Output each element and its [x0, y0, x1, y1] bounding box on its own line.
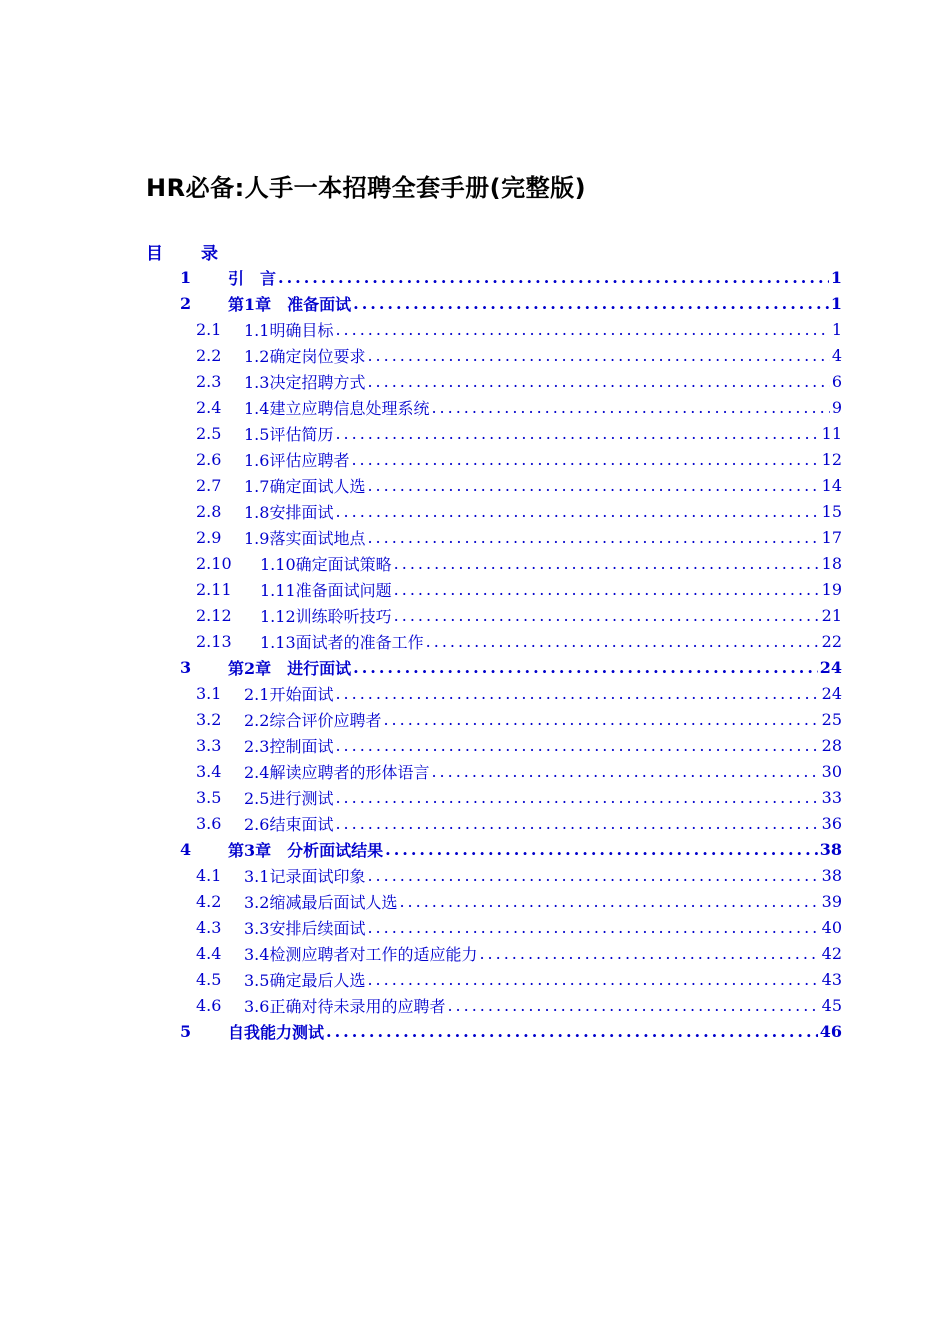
- toc-entry-number: 2.13: [196, 631, 232, 651]
- toc-entry-page: 24: [819, 657, 842, 677]
- toc-entry[interactable]: [196, 966, 842, 992]
- toc-leader-dots: [367, 346, 829, 365]
- toc-entry[interactable]: [196, 940, 842, 966]
- toc-leader-dots: [385, 840, 818, 859]
- toc-entry-number: 3.5: [196, 787, 222, 807]
- toc-entry-page: 19: [821, 579, 842, 599]
- toc-leader-dots: [351, 450, 819, 469]
- toc-entry-number: 4.6: [196, 995, 222, 1015]
- toc-entry[interactable]: [196, 732, 842, 758]
- toc-entry-page: 36: [821, 813, 842, 833]
- toc-entry-page: 17: [821, 527, 842, 547]
- toc-entry[interactable]: [196, 784, 842, 810]
- toc-entry-title: 自我能力测试: [228, 1022, 325, 1042]
- toc-leader-dots: [447, 996, 819, 1015]
- toc-entry-page: 45: [821, 995, 842, 1015]
- toc-entry[interactable]: [196, 862, 842, 888]
- document-title: HR必备:人手一本招聘全套手册(完整版): [146, 174, 587, 202]
- toc-entry-title: 1.12训练聆听技巧: [260, 606, 392, 626]
- toc-entry-page: 9: [831, 397, 842, 417]
- toc-entry[interactable]: [196, 706, 842, 732]
- toc-entry-page: 33: [821, 787, 842, 807]
- toc-entry-number: 3.4: [196, 761, 222, 781]
- toc-entry-page: 46: [819, 1021, 842, 1041]
- toc-entry-number: 4.2: [196, 891, 222, 911]
- toc-entry[interactable]: [196, 342, 842, 368]
- toc-entry-page: 1: [830, 267, 842, 287]
- toc-entry[interactable]: [196, 914, 842, 940]
- toc-leader-dots: [353, 658, 818, 677]
- toc-heading: [146, 239, 218, 264]
- toc-entry[interactable]: [196, 420, 842, 446]
- toc-entry-page: 12: [821, 449, 842, 469]
- toc-entry-page: 18: [821, 553, 842, 573]
- toc-entry[interactable]: [196, 524, 842, 550]
- toc-entry[interactable]: [196, 602, 842, 628]
- toc-entry[interactable]: [180, 1018, 842, 1044]
- toc-entry-number: 2.11: [196, 579, 232, 599]
- toc-entry-title: 3.1记录面试印象: [244, 866, 366, 886]
- toc-entry-number: 4.4: [196, 943, 222, 963]
- toc-leader-dots: [367, 866, 819, 885]
- toc-leader-dots: [394, 606, 820, 625]
- toc-leader-dots: [335, 736, 819, 755]
- toc-entry-page: 15: [821, 501, 842, 521]
- toc-entry-number: 2.3: [196, 371, 222, 391]
- toc-entry-number: 3.6: [196, 813, 222, 833]
- toc-leader-dots: [367, 970, 819, 989]
- toc-entry-page: 40: [821, 917, 842, 937]
- toc-entry-title: 2.6结束面试: [244, 814, 334, 834]
- toc-entry[interactable]: [180, 654, 842, 680]
- toc-entry-number: 2.9: [196, 527, 222, 547]
- toc-entry[interactable]: [180, 264, 842, 290]
- toc-entry-number: 2.5: [196, 423, 222, 443]
- toc-entry-title: 3.5确定最后人选: [244, 970, 366, 990]
- toc-entry[interactable]: [196, 680, 842, 706]
- toc-leader-dots: [326, 1022, 818, 1041]
- toc-entry-number: 2.4: [196, 397, 222, 417]
- toc-entry-page: 42: [821, 943, 842, 963]
- toc-entry-title: 第3章 分析面试结果: [228, 840, 384, 860]
- toc-entry[interactable]: [196, 628, 842, 654]
- toc-entry-title: 1.9落实面试地点: [244, 528, 366, 548]
- toc-entry[interactable]: [196, 758, 842, 784]
- toc-leader-dots: [367, 372, 829, 391]
- toc-entry-title: 第2章 进行面试: [228, 658, 352, 678]
- toc-entry-page: 1: [831, 319, 842, 339]
- toc-entry-title: 引 言: [228, 268, 277, 288]
- toc-leader-dots: [335, 424, 819, 443]
- toc-entry-title: 第1章 准备面试: [228, 294, 352, 314]
- toc-entry-title: 3.6正确对待未录用的应聘者: [244, 996, 446, 1016]
- toc-leader-dots: [426, 632, 820, 651]
- toc-leader-dots: [335, 684, 819, 703]
- toc-entry-number: 2.12: [196, 605, 232, 625]
- toc-entry-title: 1.4建立应聘信息处理系统: [244, 398, 430, 418]
- toc-entry-number: 3.3: [196, 735, 222, 755]
- toc-leader-dots: [353, 294, 829, 313]
- toc-entry-number: 4: [180, 839, 192, 859]
- toc-entry-page: 21: [821, 605, 842, 625]
- toc-entry-title: 1.2确定岗位要求: [244, 346, 366, 366]
- toc-entry-number: 4.5: [196, 969, 222, 989]
- toc-entry-page: 14: [821, 475, 842, 495]
- toc-leader-dots: [399, 892, 819, 911]
- toc-entry-page: 39: [821, 891, 842, 911]
- toc-entry[interactable]: [196, 550, 842, 576]
- toc-leader-dots: [335, 788, 819, 807]
- toc-leader-dots: [394, 554, 820, 573]
- toc-entry[interactable]: [196, 992, 842, 1018]
- toc-entry-number: 2: [180, 293, 192, 313]
- toc-leader-dots: [431, 762, 819, 781]
- toc-entry-number: 4.3: [196, 917, 222, 937]
- toc-entry-title: 2.1开始面试: [244, 684, 334, 704]
- toc-entry-page: 43: [821, 969, 842, 989]
- toc-entry-number: 5: [180, 1021, 192, 1041]
- toc-entry-title: 3.3安排后续面试: [244, 918, 366, 938]
- toc-entry-title: 1.1明确目标: [244, 320, 334, 340]
- toc-entry[interactable]: [196, 498, 842, 524]
- toc-entry-number: 2.10: [196, 553, 232, 573]
- toc-entry-number: 2.6: [196, 449, 222, 469]
- toc-leader-dots: [367, 476, 819, 495]
- toc-leader-dots: [479, 944, 819, 963]
- toc-entry-title: 2.4解读应聘者的形体语言: [244, 762, 430, 782]
- toc-leader-dots: [367, 918, 819, 937]
- toc-entry-number: 2.2: [196, 345, 222, 365]
- toc-entry-page: 25: [821, 709, 842, 729]
- toc-entry-page: 11: [821, 423, 842, 443]
- toc-leader-dots: [383, 710, 819, 729]
- toc-entry[interactable]: [196, 810, 842, 836]
- toc-entry-number: 3: [180, 657, 192, 677]
- toc-heading-part-2: 录: [201, 244, 218, 264]
- toc-entry-page: 28: [821, 735, 842, 755]
- toc-entry[interactable]: [196, 394, 842, 420]
- toc-entry-title: 1.10确定面试策略: [260, 554, 392, 574]
- toc-entry-number: 1: [180, 267, 192, 287]
- toc-entry-title: 1.5评估简历: [244, 424, 334, 444]
- toc-entry-number: 3.1: [196, 683, 222, 703]
- toc-heading-part-1: 目: [146, 244, 163, 264]
- toc-entry-page: 6: [831, 371, 842, 391]
- toc-entry-number: 2.1: [196, 319, 222, 339]
- toc-entry-title: 1.8安排面试: [244, 502, 334, 522]
- toc-leader-dots: [278, 268, 829, 287]
- toc-entry-title: 1.7确定面试人选: [244, 476, 366, 496]
- toc-entry-title: 1.11准备面试问题: [260, 580, 392, 600]
- toc-entry-page: 1: [830, 293, 842, 313]
- toc-entry[interactable]: [180, 290, 842, 316]
- toc-entry-page: 38: [821, 865, 842, 885]
- toc-entry-title: 2.2综合评价应聘者: [244, 710, 382, 730]
- toc-entry[interactable]: [196, 446, 842, 472]
- toc-entry[interactable]: [196, 576, 842, 602]
- toc-entry-number: 2.7: [196, 475, 222, 495]
- toc-entry[interactable]: [196, 472, 842, 498]
- toc-entry-number: 4.1: [196, 865, 222, 885]
- toc-leader-dots: [431, 398, 829, 417]
- toc-entry[interactable]: [180, 836, 842, 862]
- toc-entry-title: 1.13面试者的准备工作: [260, 632, 424, 652]
- toc-leader-dots: [394, 580, 820, 599]
- toc-entry-title: 2.3控制面试: [244, 736, 334, 756]
- toc-entry-page: 24: [821, 683, 842, 703]
- toc-entry-page: 38: [819, 839, 842, 859]
- toc-entry[interactable]: [196, 316, 842, 342]
- toc-entry[interactable]: [196, 368, 842, 394]
- toc-entry-number: 3.2: [196, 709, 222, 729]
- toc-entry-page: 22: [821, 631, 842, 651]
- toc-entry-title: 3.4检测应聘者对工作的适应能力: [244, 944, 478, 964]
- toc-leader-dots: [335, 320, 829, 339]
- toc-entry-number: 2.8: [196, 501, 222, 521]
- toc-entry-title: 2.5进行测试: [244, 788, 334, 808]
- toc-entry-page: 30: [821, 761, 842, 781]
- toc-leader-dots: [335, 814, 819, 833]
- toc-entry-title: 1.3决定招聘方式: [244, 372, 366, 392]
- toc-entry[interactable]: [196, 888, 842, 914]
- toc-entry-title: 3.2缩减最后面试人选: [244, 892, 398, 912]
- toc-leader-dots: [335, 502, 819, 521]
- toc-leader-dots: [367, 528, 819, 547]
- toc-entry-title: 1.6评估应聘者: [244, 450, 350, 470]
- toc-entry-page: 4: [831, 345, 842, 365]
